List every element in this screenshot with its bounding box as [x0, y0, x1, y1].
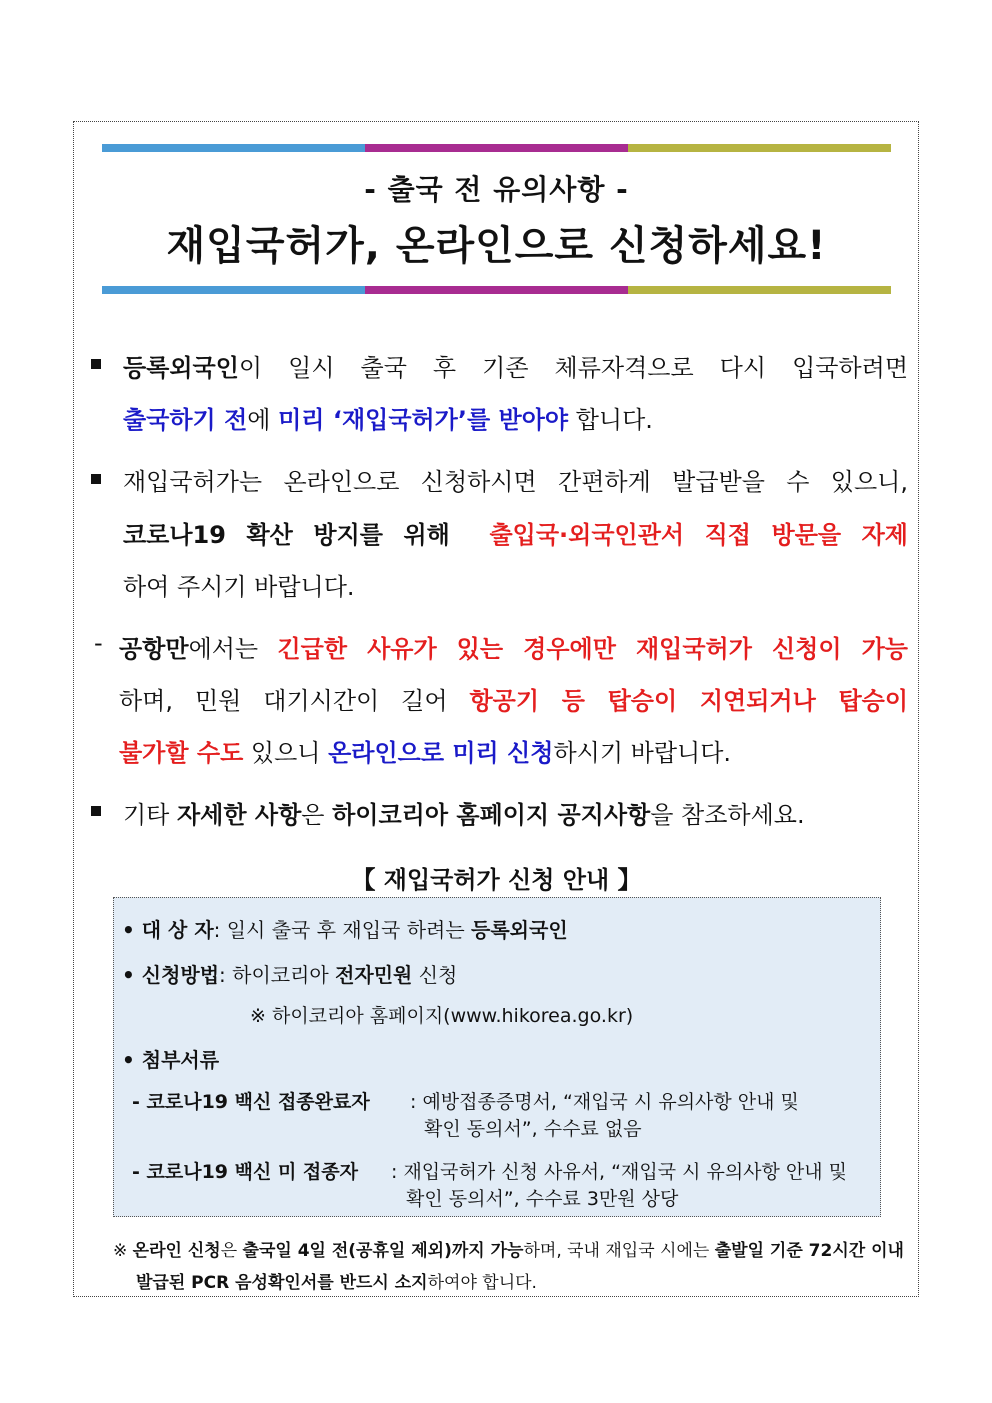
- emphasis-text: 공항만: [119, 635, 189, 663]
- body-text: 하며, 국내 재입국 시에는: [523, 1241, 715, 1261]
- guide-method-note: ※ 하이코리아 홈페이지(www.hikorea.go.kr): [250, 1005, 634, 1027]
- guide-target-row: [122, 914, 568, 943]
- guide-info-box: [113, 897, 881, 1217]
- bar-segment-blue: [102, 144, 365, 152]
- emphasis-text: 자세한 사항: [177, 801, 302, 829]
- bar-segment-purple: [365, 286, 628, 294]
- field-label: - 코로나19 백신 접종완료자: [132, 1091, 370, 1113]
- notice-title: 재입국허가, 온라인으로 신청하세요!: [166, 223, 827, 269]
- body-text: 재입국허가는 온라인으로 신청하시면 간편하게 발급받을 수 있으니,: [123, 468, 908, 496]
- guide-docs-row: [122, 1044, 219, 1073]
- bullet-3-line: [123, 795, 805, 830]
- bullet-2-line-3: [123, 567, 355, 602]
- sub-item-dash: -: [94, 629, 103, 657]
- emphasis-text: 하이코리아 홈페이지 공지사항: [332, 801, 651, 829]
- body-text: 을 참조하세요.: [650, 801, 805, 829]
- guide-unvaccinated-label: [132, 1157, 358, 1184]
- bullet-square-icon: [91, 806, 101, 816]
- guide-vaccinated-text-1: : 예방접종증명서, “재입국 시 유의사항 안내 및: [410, 1091, 799, 1113]
- bullet-square-icon: [91, 359, 101, 369]
- field-value: 신청: [412, 963, 458, 987]
- footnote-line-1: [113, 1236, 904, 1261]
- red-emphasis-text: 항공기 등 탑승이 지연되거나 탑승이: [469, 687, 909, 715]
- field-label: - 코로나19 백신 미 접종자: [132, 1161, 358, 1183]
- field-label: 신청방법: [141, 963, 220, 987]
- bullet-2-line-2: [123, 515, 908, 550]
- body-text: 은: [220, 1241, 243, 1261]
- red-emphasis-text: 불가할 수도: [119, 739, 244, 767]
- top-color-bar: [102, 144, 891, 152]
- bullet-dot: •: [122, 918, 142, 942]
- field-value: : 하이코리아: [219, 963, 336, 987]
- bullet-1-line-2: [123, 400, 653, 435]
- bar-segment-blue: [102, 286, 365, 294]
- guide-unvaccinated-text-1: : 재입국허가 신청 사유서, “재입국 시 유의사항 안내 및: [391, 1161, 848, 1183]
- bar-segment-olive: [628, 286, 891, 294]
- field-label: 대 상 자: [141, 918, 214, 942]
- bullet-dot: •: [122, 963, 142, 987]
- body-text: 기타: [123, 801, 177, 829]
- footnote-line-2: [136, 1268, 537, 1293]
- bar-segment-olive: [628, 144, 891, 152]
- emphasis-text: 출국일 4일 전(공휴일 제외)까지 가능: [242, 1241, 524, 1261]
- bullet-1-line-1: [123, 348, 908, 383]
- note-mark: ※: [113, 1241, 128, 1261]
- guide-method-row: [122, 959, 457, 988]
- sub-item-line-3: [119, 733, 731, 768]
- guide-title: 【 재입국허가 신청 안내 】: [351, 866, 642, 894]
- sub-item-line-2: [119, 681, 908, 716]
- blue-emphasis-text: 온라인으로 미리 신청: [328, 739, 554, 767]
- bar-segment-purple: [365, 144, 628, 152]
- blue-emphasis-text: 미리 ‘재입국허가’를 받아야: [278, 406, 569, 434]
- field-value: : 일시 출국 후 재입국 하려는: [213, 918, 472, 942]
- body-text: 은: [301, 801, 333, 829]
- guide-unvaccinated-text-2: 확인 동의서”, 수수료 3만원 상당: [406, 1188, 679, 1210]
- emphasis-text: 등록외국인: [471, 918, 568, 942]
- notice-subtitle: - 출국 전 유의사항 -: [364, 173, 629, 206]
- emphasis-text: 전자민원: [335, 963, 413, 987]
- bottom-color-bar: [102, 286, 891, 294]
- red-emphasis-text: 출입국·외국인관서 직접 방문을 자제: [489, 521, 908, 549]
- body-text: 하여야 합니다.: [427, 1273, 537, 1293]
- emphasis-text: 온라인 신청: [132, 1241, 221, 1261]
- body-text: 하여 주시기 바랍니다.: [123, 573, 355, 601]
- body-text: 에: [247, 406, 279, 434]
- guide-vaccinated-label: [132, 1087, 370, 1114]
- emphasis-text: 발급된 PCR 음성확인서를 반드시 소지: [136, 1273, 428, 1293]
- field-label: 첨부서류: [141, 1048, 220, 1072]
- emphasis-text: 출발일 기준 72시간 이내: [714, 1241, 904, 1261]
- bullet-2-line-1: [123, 462, 908, 497]
- body-text: 있으니: [243, 739, 329, 767]
- blue-emphasis-text: 출국하기 전: [123, 406, 248, 434]
- body-text: 하며, 민원 대기시간이 길어: [119, 687, 470, 715]
- guide-vaccinated-text-2: 확인 동의서”, 수수료 없음: [424, 1118, 642, 1140]
- sub-item-line-1: [119, 629, 908, 664]
- body-text: 이 일시 출국 후 기존 체류자격으로 다시 입국하려면: [238, 354, 908, 382]
- body-text: 에서는: [188, 635, 278, 663]
- emphasis-text: 등록외국인: [123, 354, 239, 382]
- emphasis-text: 코로나19 확산 방지를 위해: [123, 521, 450, 549]
- red-emphasis-text: 긴급한 사유가 있는 경우에만 재입국허가 신청이 가능: [277, 635, 908, 663]
- bullet-dot: •: [122, 1048, 142, 1072]
- bullet-square-icon: [91, 474, 101, 484]
- body-text: 합니다.: [568, 406, 653, 434]
- body-text: 하시기 바랍니다.: [553, 739, 732, 767]
